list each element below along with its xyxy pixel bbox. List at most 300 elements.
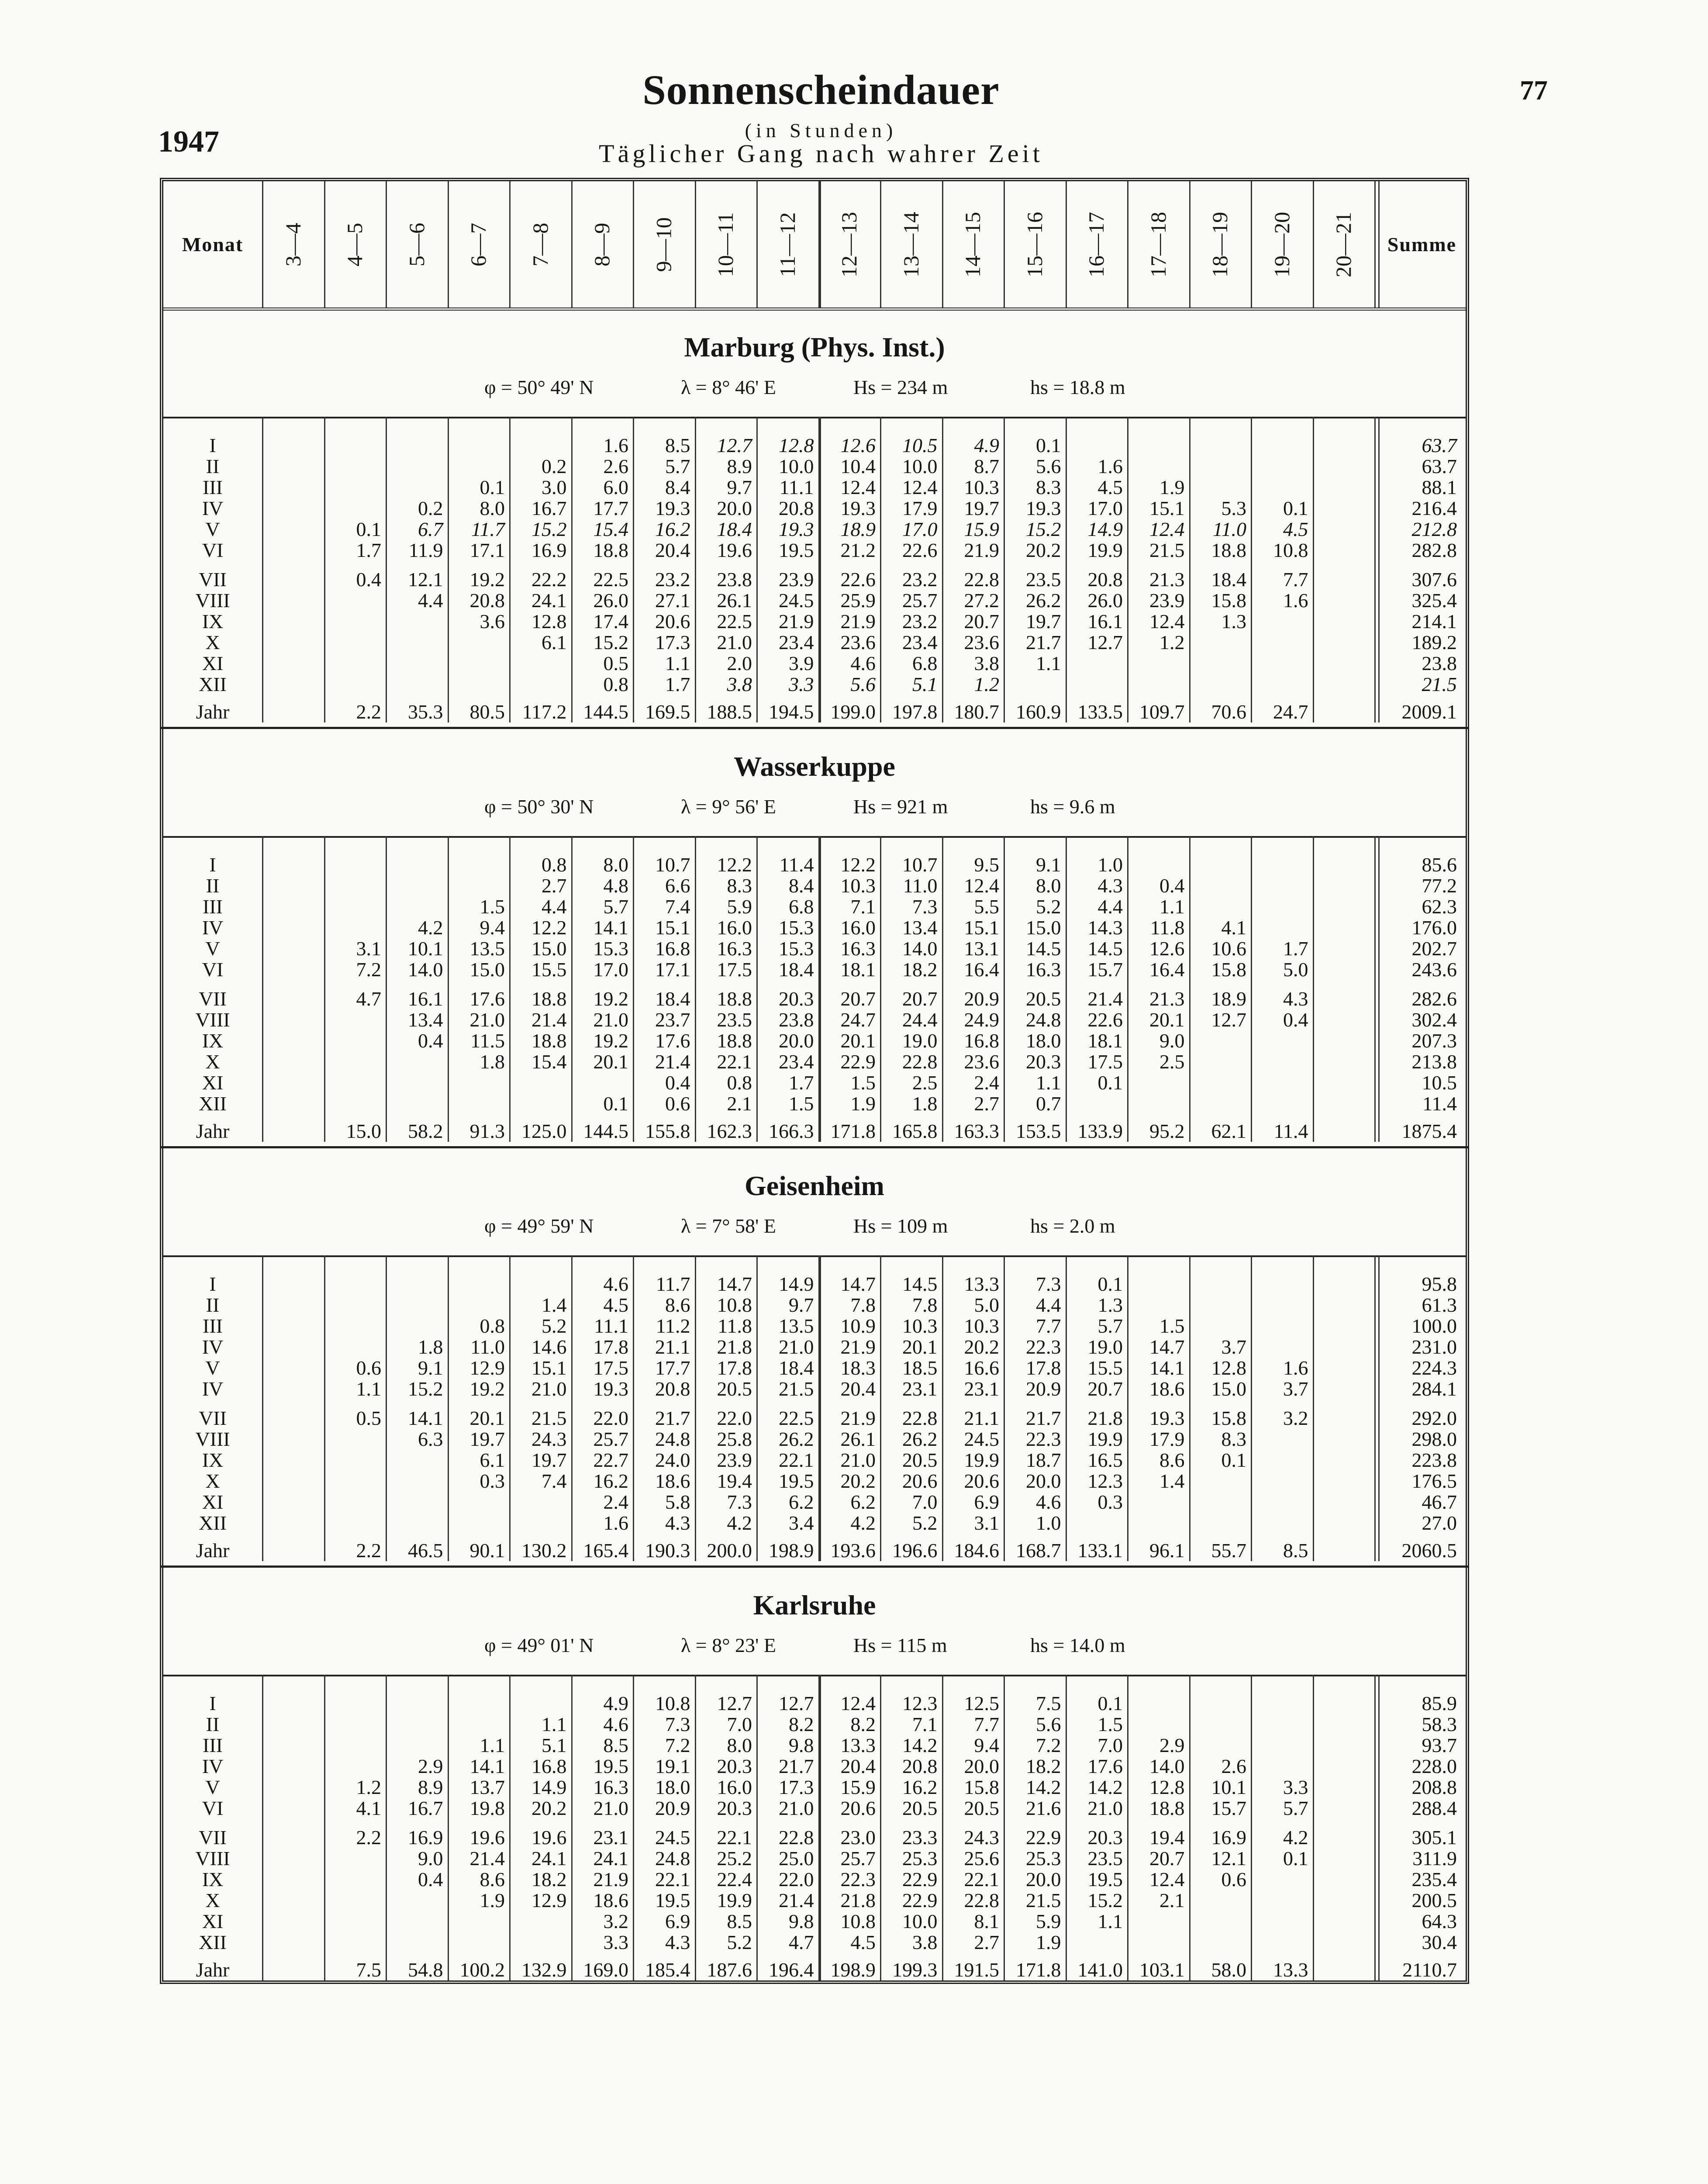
hour-value: 17.0 (593, 958, 628, 981)
hour-value: 0.1 (1283, 497, 1308, 519)
hour-value: 16.9 (531, 539, 567, 561)
hour-value: 14.0 (408, 958, 443, 981)
hour-value: 18.7 (1026, 1449, 1061, 1471)
column-rule (509, 1255, 511, 1561)
hour-value: 21.5 (1149, 539, 1185, 561)
hour-value: 14.1 (593, 916, 628, 939)
hour-value: 17.6 (469, 988, 505, 1010)
hour-value: 20.2 (1026, 539, 1061, 561)
hour-value: 3.3 (603, 1931, 628, 1953)
hour-value: 17.4 (593, 610, 628, 632)
hour-value: 1.1 (1159, 895, 1185, 918)
hour-value: 144.5 (583, 701, 628, 723)
hour-value: 7.0 (727, 1713, 752, 1735)
table-row (163, 1316, 1466, 1337)
hour-value: 16.2 (655, 518, 690, 540)
hour-value: 10.7 (655, 854, 690, 876)
sum-value: 231.0 (1411, 1336, 1457, 1358)
hour-value: 198.9 (769, 1539, 814, 1562)
hour-value: 8.4 (789, 874, 814, 897)
hour-value: 17.1 (655, 958, 690, 981)
hour-value: 130.2 (521, 1539, 567, 1562)
hour-value: 4.2 (727, 1512, 752, 1534)
hour-value: 26.0 (1087, 589, 1123, 612)
sum-value: 282.8 (1411, 539, 1457, 561)
hour-value: 132.9 (521, 1959, 567, 1981)
hour-value: 5.2 (1036, 895, 1061, 918)
hour-value: 155.8 (645, 1120, 690, 1142)
hour-value: 19.3 (1149, 1407, 1185, 1429)
column-header-hour (756, 181, 818, 308)
table-row (163, 1777, 1466, 1798)
hour-value: 25.8 (717, 1428, 752, 1450)
hour-value: 18.9 (1211, 988, 1246, 1010)
hour-value: 19.9 (1087, 539, 1123, 561)
hour-value: 8.3 (1221, 1428, 1246, 1450)
hour-value: 17.6 (655, 1030, 690, 1052)
hour-value: 22.0 (593, 1407, 628, 1429)
sum-value: 100.0 (1411, 1315, 1457, 1337)
hour-value: 70.6 (1211, 701, 1246, 723)
hour-value: 15.2 (408, 1378, 443, 1400)
hour-value: 3.6 (480, 610, 505, 632)
hour-value: 1.7 (789, 1071, 814, 1094)
month-label: I (209, 434, 216, 456)
hour-value: 2.4 (974, 1071, 999, 1094)
hour-value: 2.4 (603, 1491, 628, 1513)
hour-value: 21.3 (1149, 988, 1185, 1010)
sum-value: 200.5 (1411, 1889, 1457, 1911)
hour-value: 20.7 (964, 610, 999, 632)
hour-value: 18.4 (779, 1357, 814, 1379)
month-label: IV (202, 1755, 224, 1777)
hour-value: 4.5 (850, 1931, 876, 1953)
hour-value: 18.0 (1026, 1030, 1061, 1052)
hour-value: 90.1 (469, 1539, 505, 1562)
hour-value: 18.0 (655, 1776, 690, 1798)
hour-value: 15.2 (531, 518, 567, 540)
hour-value: 162.3 (707, 1120, 752, 1142)
hour-value: 6.8 (912, 652, 938, 674)
table-row (163, 988, 1466, 1009)
hour-value: 1.6 (603, 434, 628, 456)
hour-value: 19.2 (469, 1378, 505, 1400)
hour-value: 4.1 (1221, 916, 1246, 939)
hour-value: 12.9 (469, 1357, 505, 1379)
hour-value: 26.2 (1026, 589, 1061, 612)
hour-value: 19.7 (469, 1428, 505, 1450)
hour-value: 3.0 (542, 476, 567, 498)
hour-value: 0.4 (1159, 874, 1185, 897)
hour-value: 9.8 (789, 1734, 814, 1756)
hour-value: 22.7 (593, 1449, 628, 1471)
hour-value: 22.9 (1026, 1826, 1061, 1849)
hour-value: 3.3 (1283, 1776, 1308, 1798)
column-header-hour-label: 15—16 (1022, 211, 1047, 277)
hour-value: 8.1 (974, 1910, 999, 1932)
hour-value: 20.3 (717, 1755, 752, 1777)
hour-value: 12.2 (717, 854, 752, 876)
month-label: II (206, 874, 220, 897)
hour-value: 20.9 (1026, 1378, 1061, 1400)
hour-value: 12.8 (1149, 1776, 1185, 1798)
table-header (163, 181, 1466, 311)
hour-value: 1.9 (850, 1092, 876, 1115)
hour-value: 24.0 (655, 1449, 690, 1471)
hour-value: 15.0 (531, 937, 567, 960)
month-label: VIII (195, 589, 230, 612)
hour-value: 4.3 (1283, 988, 1308, 1010)
column-header-month: Monat (182, 233, 244, 256)
month-label: XI (202, 652, 224, 674)
hour-value: 16.7 (531, 497, 567, 519)
station-rows (163, 838, 1466, 1144)
hour-value: 17.7 (593, 497, 628, 519)
column-rule (1066, 836, 1067, 1142)
column-rule (509, 1675, 511, 1980)
section-separator (160, 1565, 1469, 1568)
sum-value: 23.8 (1422, 652, 1457, 674)
station-rows (163, 1676, 1466, 1982)
hour-value: 18.8 (1149, 1797, 1185, 1819)
hour-value: 10.8 (655, 1692, 690, 1714)
hour-value: 11.4 (1273, 1120, 1308, 1142)
hour-value: 12.8 (1211, 1357, 1246, 1379)
hour-value: 133.5 (1077, 701, 1123, 723)
hour-value: 24.5 (779, 589, 814, 612)
hour-value: 9.0 (1159, 1030, 1185, 1052)
column-rule (1251, 1255, 1252, 1561)
column-rule (262, 181, 263, 308)
hour-value: 22.8 (779, 1826, 814, 1849)
column-rule (571, 1675, 573, 1980)
hour-value: 1.7 (356, 539, 381, 561)
hour-value: 24.5 (655, 1826, 690, 1849)
column-rule (756, 1255, 758, 1561)
hour-value: 0.4 (1283, 1009, 1308, 1031)
hour-value: 16.3 (717, 937, 752, 960)
hour-value: 18.3 (840, 1357, 876, 1379)
hour-value: 7.4 (542, 1470, 567, 1492)
hour-value: 24.1 (593, 1847, 628, 1870)
hour-value: 20.7 (840, 988, 876, 1010)
table-row (163, 1932, 1466, 1953)
station-elevation: Hs = 234 m (853, 376, 948, 398)
hour-value: 1.8 (480, 1051, 505, 1073)
hour-value: 22.3 (840, 1868, 876, 1890)
hour-value: 21.0 (840, 1449, 876, 1471)
hour-value: 15.9 (964, 518, 999, 540)
hour-value: 3.8 (974, 652, 999, 674)
column-header-hour-label: 10—11 (713, 212, 738, 277)
hour-value: 7.5 (1036, 1692, 1061, 1714)
hour-value: 2.6 (603, 455, 628, 477)
column-rule (1374, 1675, 1376, 1980)
month-label: Jahr (196, 1959, 230, 1981)
sum-value: 2110.7 (1402, 1959, 1457, 1981)
hour-value: 19.9 (717, 1889, 752, 1911)
hour-value: 4.5 (1097, 476, 1123, 498)
hour-value: 19.6 (531, 1826, 567, 1849)
hour-value: 19.2 (469, 568, 505, 591)
hour-value: 10.4 (840, 455, 876, 477)
hour-value: 197.8 (892, 701, 938, 723)
month-label: X (205, 631, 220, 653)
hour-value: 8.6 (480, 1868, 505, 1890)
hour-value: 1.6 (1097, 455, 1123, 477)
column-header-hour (571, 181, 633, 308)
hour-value: 15.9 (840, 1776, 876, 1798)
hour-value: 14.9 (779, 1273, 814, 1295)
hour-value: 14.6 (531, 1336, 567, 1358)
hour-value: 13.4 (902, 916, 938, 939)
table-row (163, 1030, 1466, 1051)
hour-value: 12.4 (840, 476, 876, 498)
column-rule (818, 836, 821, 1142)
column-rule (633, 417, 634, 722)
column-rule (509, 417, 511, 722)
hour-value: 17.5 (717, 958, 752, 981)
hour-value: 20.5 (1026, 988, 1061, 1010)
hour-value: 22.1 (655, 1868, 690, 1890)
column-rule (1378, 181, 1380, 308)
page-number: 77 (1520, 75, 1548, 106)
column-header-hour (1189, 181, 1251, 308)
sum-value: 85.6 (1422, 854, 1457, 876)
hour-value: 1.9 (1036, 1931, 1061, 1953)
hour-value: 194.5 (769, 701, 814, 723)
column-rule (1374, 1255, 1376, 1561)
hour-value: 1.1 (356, 1378, 381, 1400)
hour-value: 1.1 (542, 1713, 567, 1735)
hour-value: 0.1 (480, 476, 505, 498)
table-row (163, 1869, 1466, 1890)
hour-value: 54.8 (408, 1959, 443, 1981)
hour-value: 4.6 (1036, 1491, 1061, 1513)
hour-value: 23.5 (1026, 568, 1061, 591)
hour-value: 4.8 (603, 874, 628, 897)
month-label: Jahr (196, 701, 230, 723)
station-name: Geisenheim (745, 1170, 884, 1201)
hour-value: 17.9 (1149, 1428, 1185, 1450)
hour-value: 7.2 (356, 958, 381, 981)
table-row (163, 1848, 1466, 1869)
hour-value: 6.0 (603, 476, 628, 498)
sum-value: 224.3 (1411, 1357, 1457, 1379)
hour-value: 23.2 (902, 610, 938, 632)
hour-value: 1.6 (1283, 589, 1308, 612)
hour-value: 1.4 (542, 1294, 567, 1316)
hour-value: 14.2 (1026, 1776, 1061, 1798)
hour-value: 13.5 (779, 1315, 814, 1337)
sum-value: 88.1 (1422, 476, 1457, 498)
hour-value: 19.6 (469, 1826, 505, 1849)
hour-value: 22.8 (964, 568, 999, 591)
hour-value: 22.2 (531, 568, 567, 591)
hour-value: 0.6 (356, 1357, 381, 1379)
page-year: 1947 (158, 125, 219, 159)
table-row (163, 959, 1466, 980)
hour-value: 21.7 (1026, 631, 1061, 653)
column-header-hour-label: 16—17 (1084, 211, 1109, 277)
column-header-hour-label: 3—4 (280, 222, 305, 266)
month-label: IX (202, 610, 224, 632)
hour-value: 11.2 (656, 1315, 690, 1337)
hour-value: 17.0 (902, 518, 938, 540)
table-row (163, 477, 1466, 498)
hour-value: 5.7 (665, 455, 690, 477)
hour-value: 21.4 (655, 1051, 690, 1073)
hour-value: 5.1 (912, 673, 938, 695)
hour-value: 21.0 (717, 631, 752, 653)
hour-value: 163.3 (954, 1120, 999, 1142)
hour-value: 8.2 (789, 1713, 814, 1735)
hour-value: 24.1 (531, 589, 567, 612)
hour-value: 153.5 (1016, 1120, 1061, 1142)
table-row (163, 435, 1466, 456)
month-label: I (209, 1273, 216, 1295)
station-longitude: λ = 8° 23' E (681, 1634, 776, 1656)
hour-value: 0.8 (603, 673, 628, 695)
hour-value: 13.3 (964, 1273, 999, 1295)
column-header-hour (633, 181, 695, 308)
hour-value: 12.7 (717, 434, 752, 456)
hour-value: 16.3 (840, 937, 876, 960)
hour-value: 6.7 (418, 518, 443, 540)
hour-value: 26.1 (717, 589, 752, 612)
hour-value: 18.8 (593, 539, 628, 561)
hour-value: 3.7 (1221, 1336, 1246, 1358)
hour-value: 19.3 (593, 1378, 628, 1400)
column-header-hour (324, 181, 386, 308)
sum-value: 61.3 (1422, 1294, 1457, 1316)
hour-value: 8.7 (974, 455, 999, 477)
table-row (163, 1959, 1466, 1980)
hour-value: 20.7 (1149, 1847, 1185, 1870)
hour-value: 117.2 (522, 701, 567, 723)
hour-value: 1.3 (1221, 610, 1246, 632)
column-rule (1251, 836, 1252, 1142)
hour-value: 23.4 (779, 631, 814, 653)
hour-value: 20.0 (964, 1755, 999, 1777)
hour-value: 21.2 (840, 539, 876, 561)
hour-value: 58.0 (1211, 1959, 1246, 1981)
station-section (163, 1149, 1466, 1565)
hour-value: 19.9 (1087, 1428, 1123, 1450)
hour-value: 1.2 (1159, 631, 1185, 653)
hour-value: 11.8 (1150, 916, 1185, 939)
hour-value: 20.5 (717, 1378, 752, 1400)
hour-value: 19.3 (1026, 497, 1061, 519)
hour-value: 15.8 (964, 1776, 999, 1798)
hour-value: 20.0 (717, 497, 752, 519)
hour-value: 12.6 (1149, 937, 1185, 960)
hour-value: 13.3 (840, 1734, 876, 1756)
hour-value: 18.6 (593, 1889, 628, 1911)
hour-value: 10.0 (902, 455, 938, 477)
hour-value: 21.4 (779, 1889, 814, 1911)
hour-value: 12.5 (964, 1692, 999, 1714)
sum-value: 235.4 (1411, 1868, 1457, 1890)
table-row (163, 1072, 1466, 1093)
hour-value: 0.3 (1097, 1491, 1123, 1513)
hour-value: 18.8 (1211, 539, 1246, 561)
month-label: VII (199, 568, 227, 591)
hour-value: 10.3 (902, 1315, 938, 1337)
table-row (163, 590, 1466, 611)
month-label: Jahr (196, 1539, 230, 1562)
hour-value: 19.0 (1087, 1336, 1123, 1358)
column-rule (1066, 1675, 1067, 1980)
table-row (163, 632, 1466, 653)
column-rule (448, 181, 449, 308)
hour-value: 2.6 (1221, 1755, 1246, 1777)
hour-value: 15.1 (531, 1357, 567, 1379)
sum-value: 302.4 (1411, 1009, 1457, 1031)
hour-value: 187.6 (707, 1959, 752, 1981)
column-rule (262, 1255, 263, 1561)
hour-value: 26.2 (779, 1428, 814, 1450)
table-row (163, 611, 1466, 632)
column-header-hour (386, 181, 448, 308)
hour-value: 21.0 (531, 1378, 567, 1400)
hour-value: 22.1 (717, 1826, 752, 1849)
hour-value: 15.0 (1211, 1378, 1246, 1400)
column-rule (1313, 417, 1314, 722)
hour-value: 2.2 (356, 701, 381, 723)
hour-value: 4.3 (665, 1931, 690, 1953)
column-rule (509, 181, 511, 308)
hour-value: 12.4 (1149, 610, 1185, 632)
month-label: VIII (195, 1009, 230, 1031)
hour-value: 16.2 (902, 1776, 938, 1798)
hour-value: 17.8 (593, 1336, 628, 1358)
hour-value: 19.9 (964, 1449, 999, 1471)
hour-value: 184.6 (954, 1539, 999, 1562)
hour-value: 13.7 (469, 1776, 505, 1798)
hour-value: 190.3 (645, 1539, 690, 1562)
hour-value: 15.1 (964, 916, 999, 939)
table-row (163, 875, 1466, 896)
month-label: XII (199, 1931, 227, 1953)
hour-value: 19.2 (593, 988, 628, 1010)
hour-value: 11.0 (903, 874, 938, 897)
hour-value: 0.2 (542, 455, 567, 477)
hour-value: 20.3 (779, 988, 814, 1010)
hour-value: 1.1 (1036, 1071, 1061, 1094)
table-row (163, 896, 1466, 917)
hour-value: 1.6 (603, 1512, 628, 1534)
sum-value: 216.4 (1411, 497, 1457, 519)
month-label: V (205, 518, 220, 540)
hour-value: 20.6 (655, 610, 690, 632)
hour-value: 2.2 (356, 1826, 381, 1849)
hour-value: 4.7 (356, 988, 381, 1010)
hour-value: 1.7 (665, 673, 690, 695)
hour-value: 26.1 (840, 1428, 876, 1450)
hour-value: 8.4 (665, 476, 690, 498)
table-row (163, 1798, 1466, 1819)
hour-value: 17.7 (655, 1357, 690, 1379)
sum-value: 85.9 (1422, 1692, 1457, 1714)
hour-value: 199.3 (892, 1959, 938, 1981)
table-row (163, 1756, 1466, 1777)
hour-value: 1.2 (974, 673, 999, 695)
hour-value: 16.7 (408, 1797, 443, 1819)
hour-value: 23.1 (964, 1378, 999, 1400)
hour-value: 12.4 (840, 1692, 876, 1714)
hour-value: 22.3 (1026, 1336, 1061, 1358)
